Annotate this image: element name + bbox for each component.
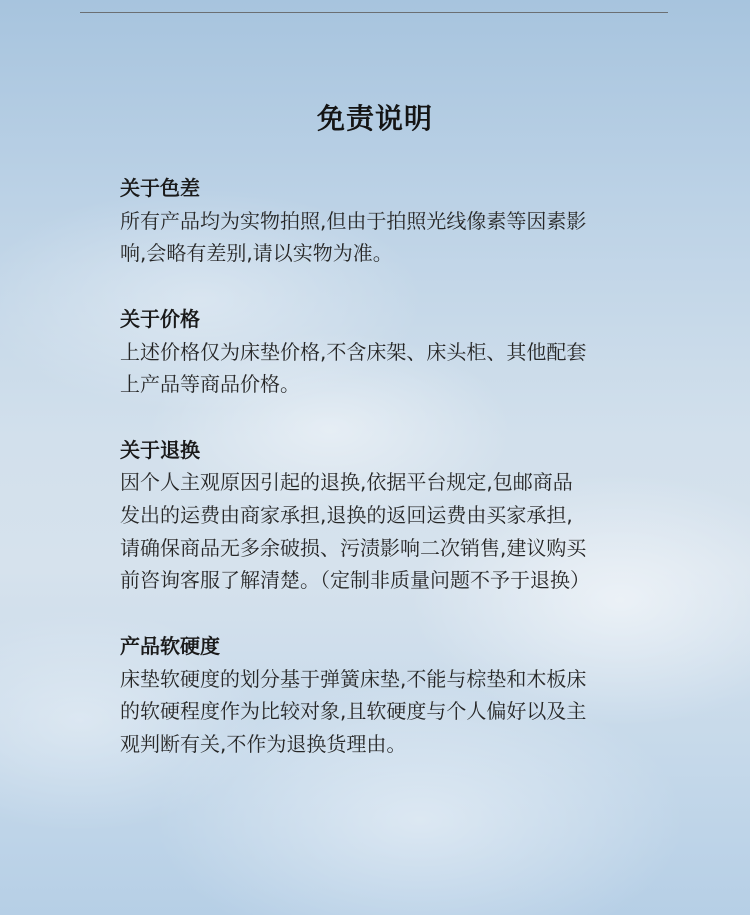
section-text-line: 的软硬程度作为比较对象,且软硬度与个人偏好以及主 <box>120 699 587 724</box>
section-text-line: 发出的运费由商家承担,退换的返回运费由买家承担, <box>120 503 573 527</box>
section-text-line: 响,会略有差别,请以实物为准。 <box>120 241 393 266</box>
page-title: 免责说明 <box>316 101 433 135</box>
section-text-line: 床垫软硬度的划分基于弹簧床垫,不能与棕垫和木板床 <box>120 666 587 691</box>
section-text-line: 所有产品均为实物拍照,但由于拍照光线像素等因素影 <box>120 208 587 233</box>
section-heading: 关于退换 <box>120 437 200 462</box>
section-price <box>120 303 640 401</box>
section-text-line: 观判断有关,不作为退换货理由。 <box>120 731 407 756</box>
section-text-line: 请确保商品无多余破损、污渍影响二次销售,建议购买 <box>120 535 587 560</box>
section-returns <box>120 434 640 598</box>
section-text-line: 因个人主观原因引起的退换,依据平台规定,包邮商品 <box>120 470 573 495</box>
section-color-difference <box>120 172 640 270</box>
section-heading: 关于色差 <box>120 176 200 200</box>
section-heading: 产品软硬度 <box>120 633 220 658</box>
section-heading: 关于价格 <box>120 306 200 331</box>
top-divider <box>80 12 668 13</box>
disclaimer-content <box>120 172 640 793</box>
section-text-line: 前咨询客服了解清楚。（定制非质量问题不予于退换） <box>120 568 590 593</box>
section-firmness <box>120 630 640 761</box>
section-text-line: 上产品等商品价格。 <box>120 372 300 397</box>
section-text-line: 上述价格仅为床垫价格,不含床架、床头柜、其他配套 <box>120 339 587 364</box>
